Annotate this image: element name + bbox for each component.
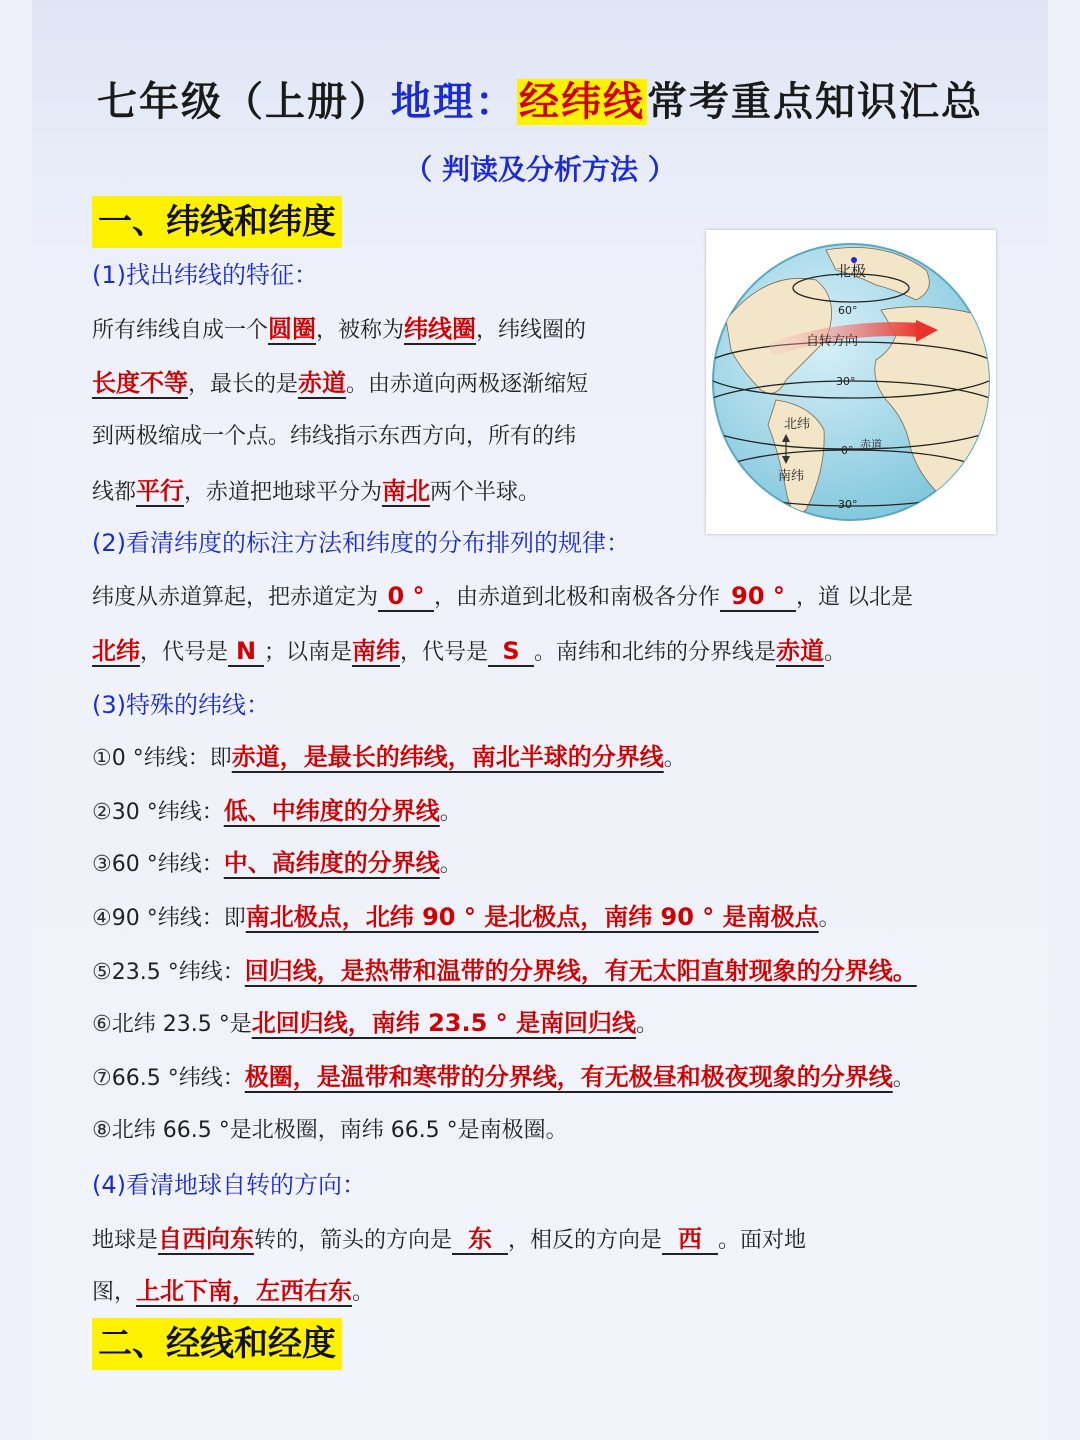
label-north-lat: 北纬 <box>784 417 811 432</box>
paragraph-2-line-2: 北纬，代号是 N ；以南是南纬，代号是 S 。南纬和北纬的分界线是赤道。 <box>92 637 847 665</box>
special-latitude-item: ⑦66.5 °纬线：极圈，是温带和寒带的分界线，有无极昼和极夜现象的分界线。 <box>92 1063 915 1091</box>
label-0: 0° <box>841 444 854 457</box>
title-topic: 常考重点知识汇总 <box>647 79 983 125</box>
question-3: (3)特殊的纬线： <box>92 691 270 719</box>
question-4: (4)看清地球自转的方向： <box>92 1171 366 1199</box>
paragraph-4-line-1: 地球是自西向东转的，箭头的方向是 东 ，相反的方向是 西 。面对地 <box>92 1225 807 1253</box>
title-grade: 七年级（上册） <box>97 79 391 125</box>
paragraph-1-line-2: 长度不等，最长的是赤道。由赤道向两极逐渐缩短 <box>92 369 589 397</box>
label-60: 60° <box>838 304 858 317</box>
label-30s: 30° <box>838 498 858 511</box>
label-south-lat: 南纬 <box>778 469 805 484</box>
globe-illustration <box>706 230 996 534</box>
special-latitude-item: ⑧北纬 66.5 °是北极圈，南纬 66.5 °是南极圈。 <box>92 1118 568 1143</box>
special-latitude-item: ⑥北纬 23.5 °是北回归线，南纬 23.5 ° 是南回归线。 <box>92 1009 659 1037</box>
label-rotation: 自转方向 <box>806 334 859 349</box>
section-heading-latitude: 一、纬线和纬度 <box>92 196 342 248</box>
paragraph-1-line-1: 所有纬线自成一个圆圈，被称为纬线圈，纬线圈的 <box>92 315 587 343</box>
title-highlight: 经纬线 <box>519 79 645 125</box>
question-1: (1)找出纬线的特征： <box>92 261 318 289</box>
question-2: (2)看清纬度的标注方法和纬度的分布排列的规律： <box>92 529 630 557</box>
globe-figure <box>706 230 996 534</box>
page <box>32 0 1048 1440</box>
label-equator: 赤道 <box>860 438 882 451</box>
section-heading-longitude: 二、经线和经度 <box>92 1318 342 1370</box>
page-title <box>32 70 1048 127</box>
paragraph-1-line-3: 到两极缩成一个点。纬线指示东西方向，所有的纬 <box>92 424 577 449</box>
special-latitude-item: ②30 °纬线：低、中纬度的分界线。 <box>92 797 462 825</box>
special-latitude-item: ⑤23.5 °纬线：回归线，是热带和温带的分界线，有无太阳直射现象的分界线。 <box>92 957 917 985</box>
page-subtitle: （ 判读及分析方法 ） <box>404 153 676 186</box>
special-latitude-item: ④90 °纬线：即南北极点，北纬 90 ° 是北极点，南纬 90 ° 是南极点。 <box>92 903 841 931</box>
paragraph-1-line-4: 线都平行，赤道把地球平分为南北两个半球。 <box>92 477 541 505</box>
title-subject: 地理： <box>391 79 517 125</box>
label-30n: 30° <box>836 375 856 388</box>
special-latitude-item: ③60 °纬线：中、高纬度的分界线。 <box>92 849 462 877</box>
special-latitude-item: ①0 °纬线：即赤道，是最长的纬线，南北半球的分界线。 <box>92 743 686 771</box>
paragraph-4-line-2: 图，上北下南，左西右东。 <box>92 1277 375 1305</box>
paragraph-2-line-1: 纬度从赤道算起，把赤道定为 0 ° ，由赤道到北极和南极各分作 90 ° ，道 以北是 <box>92 582 914 610</box>
label-north-pole: 北极 <box>836 262 867 280</box>
